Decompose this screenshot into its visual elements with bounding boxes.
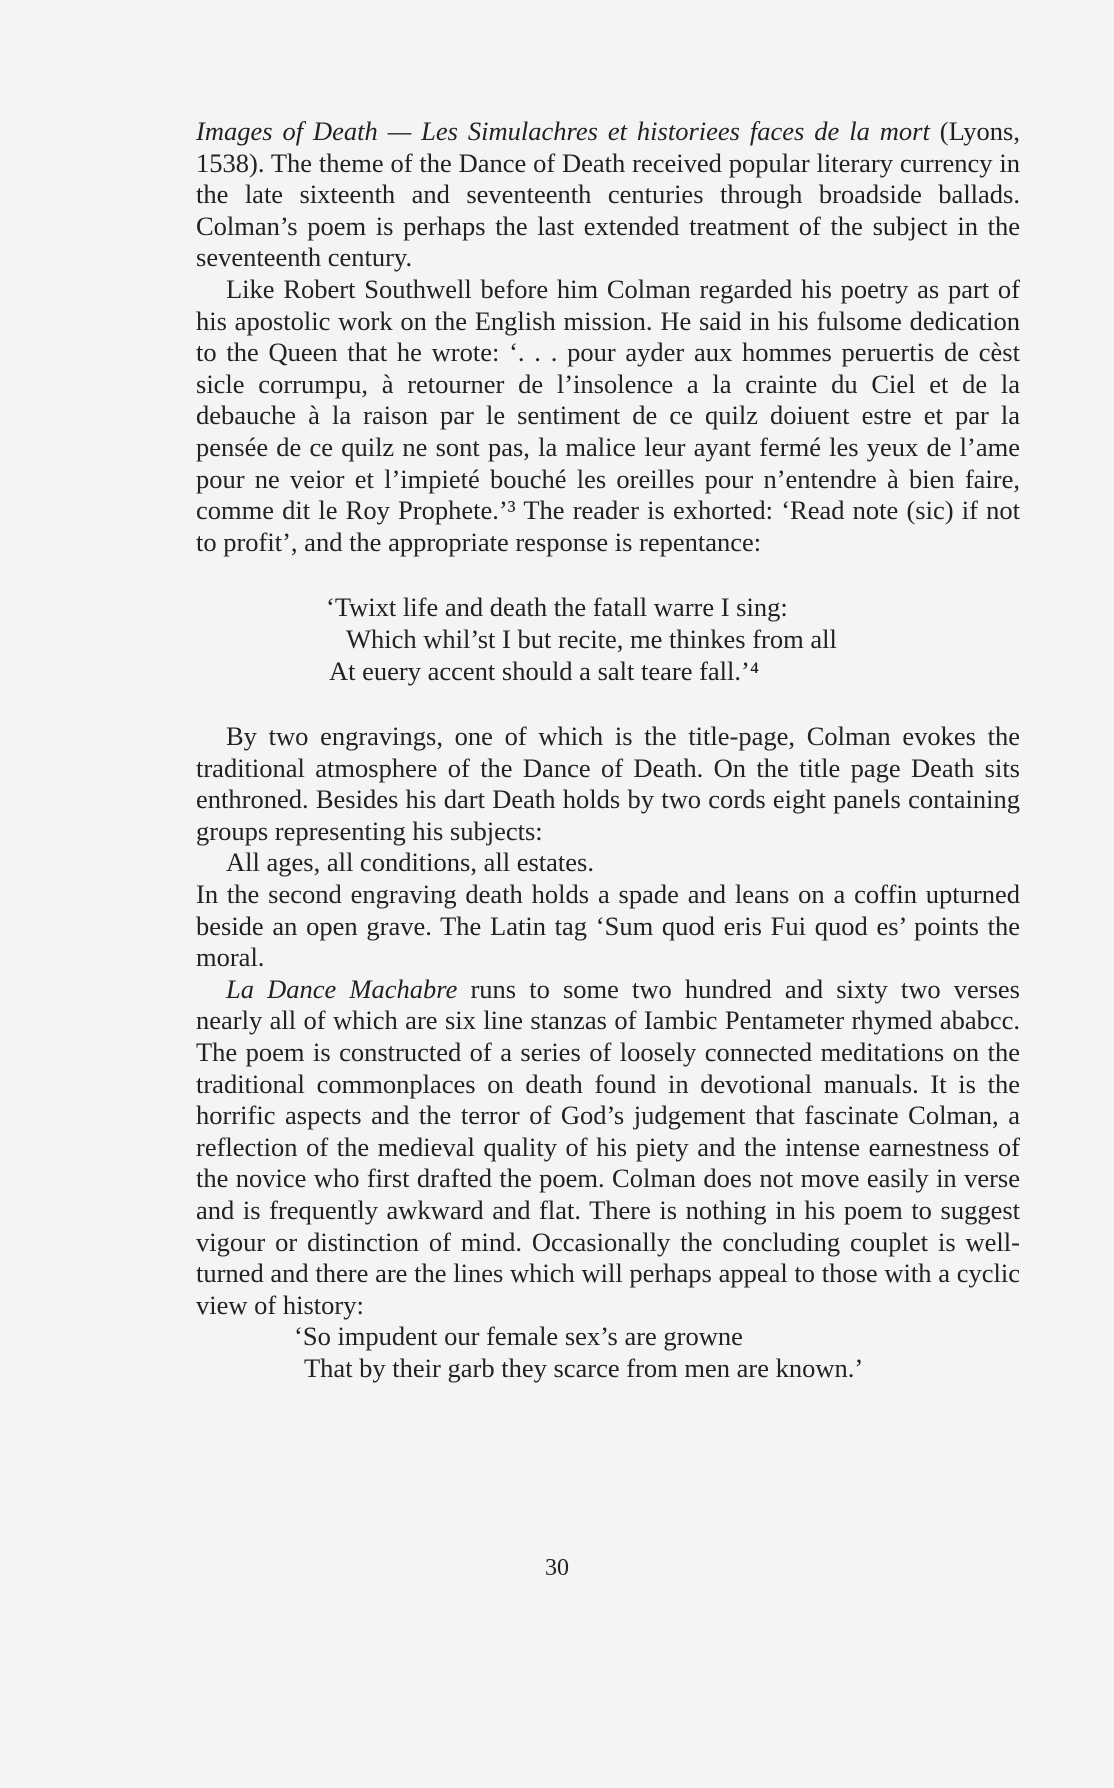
verse-line-1: ‘Twixt life and death the fatall warre I sing: — [326, 592, 788, 623]
italic-title-la-dance-machabre: La Dance Machabre — [226, 973, 458, 1004]
verse-line-3: At euery accent should a salt teare fall.’⁴ — [329, 655, 760, 686]
verse-line-2: Which whil’st I but recite, me thinkes from all — [346, 623, 837, 654]
paragraph-5 — [196, 974, 1020, 1322]
paragraph-5-text: runs to some two hundred and sixty two verses nearly all of which are six line stanzas of Iambic Pentameter rhymed ababcc. The poem is constructed of a series of loosely connected meditations on the traditional commonplaces on death found in devotional manuals. It is the horrific aspects and the terror of God’s judgement that fascinate Colman, a reflection of the medieval quality of his piety and the intense earnestness of the novice who first drafted the poem. Colman does not move easily in verse and is frequently awkward and flat. There is nothing in his poem to suggest vigour or distinction of mind. Occasionally the concluding couplet is well-turned and there are the lines which will perhaps appeal to those with a cyclic view of history: — [196, 973, 1020, 1320]
couplet-line-2: That by their garb they scarce from men are known.’ — [304, 1352, 864, 1383]
couplet-line-1: ‘So impudent our female sex’s are growne — [294, 1321, 743, 1352]
paragraph-1-text: (Lyons, 1538). The theme of the Dance of Death received popular literary currency in the late sixteenth and seventeenth centuries through broadside ballads. Colman’s poem is perhaps the last extended treatment of the subject in the seventeenth century. — [196, 116, 1020, 273]
body-text — [196, 116, 1020, 1385]
paragraph-3: By two engravings, one of which is the title-page, Colman evokes the traditional atmosphere of the Dance of Death. On the title page Death sits enthroned. Besides his dart Death holds by two cords eight panels containing groups representing his subjects: — [196, 721, 1020, 846]
italic-title-images-of-death: Images of Death — Les Simulachres et historiees faces de la mort — [196, 116, 930, 146]
paragraph-4: In the second engraving death holds a spade and leans on a coffin upturned beside an open grave. The Latin tag ‘Sum quod eris Fui quod es’ points the moral. — [196, 879, 1020, 973]
quote-line: All ages, all conditions, all estates. — [226, 847, 594, 878]
paragraph-1 — [196, 116, 1020, 274]
page-number: 30 — [545, 1555, 569, 1581]
paragraph-2: Like Robert Southwell before him Colman regarded his poetry as part of his apostolic work on the English mission. He said in his fulsome dedication to the Queen that he wrote: ‘. . . pour ayder aux hommes peruertis de cèst sicle corrumpu, à retourner de l’insolence a la crainte du Ciel et de la debauche à la raison par le sentiment de ce quilz doiuent estre et par la pensée de ce quilz ne sont pas, la malice leur ayant fermé les yeux de l’ame pour ne veior et l’impieté bouché les oreilles pour n’entendre à bien faire, comme dit le Roy Prophete.’³ The reader is exhorted: ‘Read note (sic) if not to profit’, and the appropriate response is repentance: — [196, 273, 1020, 557]
